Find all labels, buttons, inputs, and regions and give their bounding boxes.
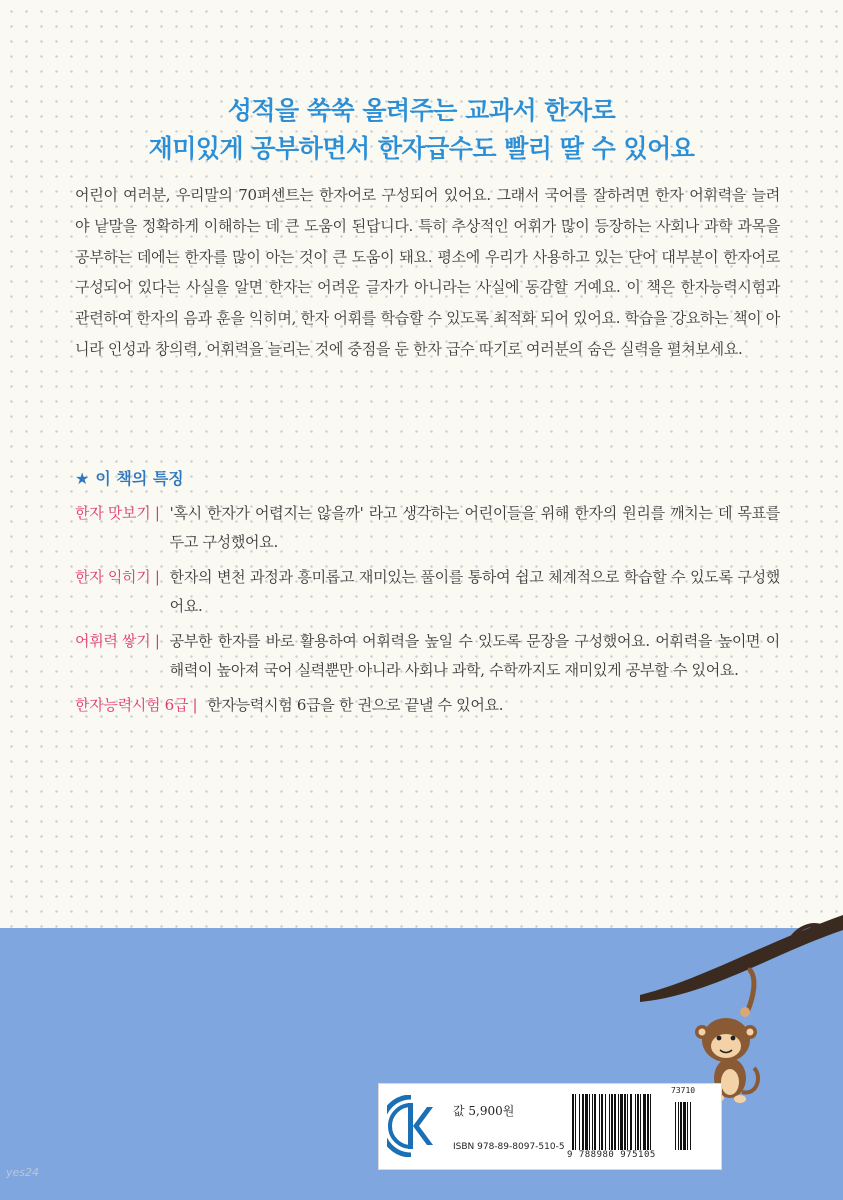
intro-paragraph: 어린이 여러분, 우리말의 70퍼센트는 한자어로 구성되어 있어요. 그래서 국어를 잘하려면 한자 어휘력을 늘려야 낱말을 정확하게 이해하는 데 큰 도움이 된답니다. 특히 추상적인 어휘가 많이 등장하는 사회나 과학 과목을 공부하는 데에는 한자를 많이 아는 것이 큰 도움이 돼요. 평소에 우리가 사용하고 있는 단어 대부분이 한자어로 구성되어 있다는 사실을 알면 한자는 어려운 글자가 아니라는 사실에 동감할 거예요. 이 책은 한자능력시험과 관련하여 한자의 음과 훈을 익히며, 한자 어휘를 학습할 수 있도록 최적화 되어 있어요. 학습을 강요하는 책이 아니라 인성과 창의력, 어휘력을 늘리는 것에 중점을 둔 한자 급수 따기로 여러분의 숨은 실력을 펼쳐보세요. — [75, 186, 780, 358]
headline — [0, 92, 843, 168]
features-title — [75, 466, 780, 489]
headline-line-2: 재미있게 공부하면서 한자급수도 빨리 딸 수 있어요 — [148, 134, 695, 163]
feature-label: 한자 익히기 | — [75, 568, 160, 586]
feature-text: 한자능력시험 6급을 한 권으로 끝낼 수 있어요. — [207, 696, 504, 714]
feature-item — [75, 563, 780, 621]
feature-text: '혹시 한자가 어렵지는 않을까' 라고 생각하는 어린이들을 위해 한자의 원리를 깨치는 데 목표를 두고 구성했어요. — [169, 504, 780, 551]
isbn-text: ISBN 978-89-8097-510-5 — [453, 1142, 565, 1152]
star-icon: ★ — [75, 469, 90, 488]
barcode-addon-digits: 73710 — [671, 1086, 696, 1095]
feature-item — [75, 499, 780, 557]
barcode-digits: 9 788980 975105 — [567, 1150, 656, 1160]
feature-text: 공부한 한자를 바로 활용하여 어휘력을 높일 수 있도록 문장을 구성했어요. 어휘력을 높이면 이해력이 높아져 국어 실력뿐만 아니라 사회나 과학, 수학까지도 재미있게 공부할 수 있어요. — [169, 632, 780, 679]
features-section — [75, 466, 780, 720]
features-title-text: 이 책의 특징 — [95, 469, 184, 488]
feature-text: 한자의 변천 과정과 흥미롭고 재미있는 풀이를 통하여 쉽고 체계적으로 학습할 수 있도록 구성했어요. — [169, 568, 780, 615]
kc-mark-icon — [387, 1095, 435, 1157]
barcode-box — [378, 1083, 722, 1170]
barcode-icon — [571, 1094, 709, 1150]
feature-item — [75, 691, 780, 720]
feature-item — [75, 627, 780, 685]
feature-label: 한자 맛보기 | — [75, 504, 160, 522]
price-text: 값 5,900원 — [453, 1104, 515, 1118]
feature-label: 한자능력시험 6급 | — [75, 696, 198, 714]
watermark-text: yes24 — [6, 1166, 40, 1179]
headline-line-1: 성적을 쑥쑥 올려주는 교과서 한자로 — [227, 96, 616, 125]
feature-label: 어휘력 쌓기 | — [75, 632, 160, 650]
